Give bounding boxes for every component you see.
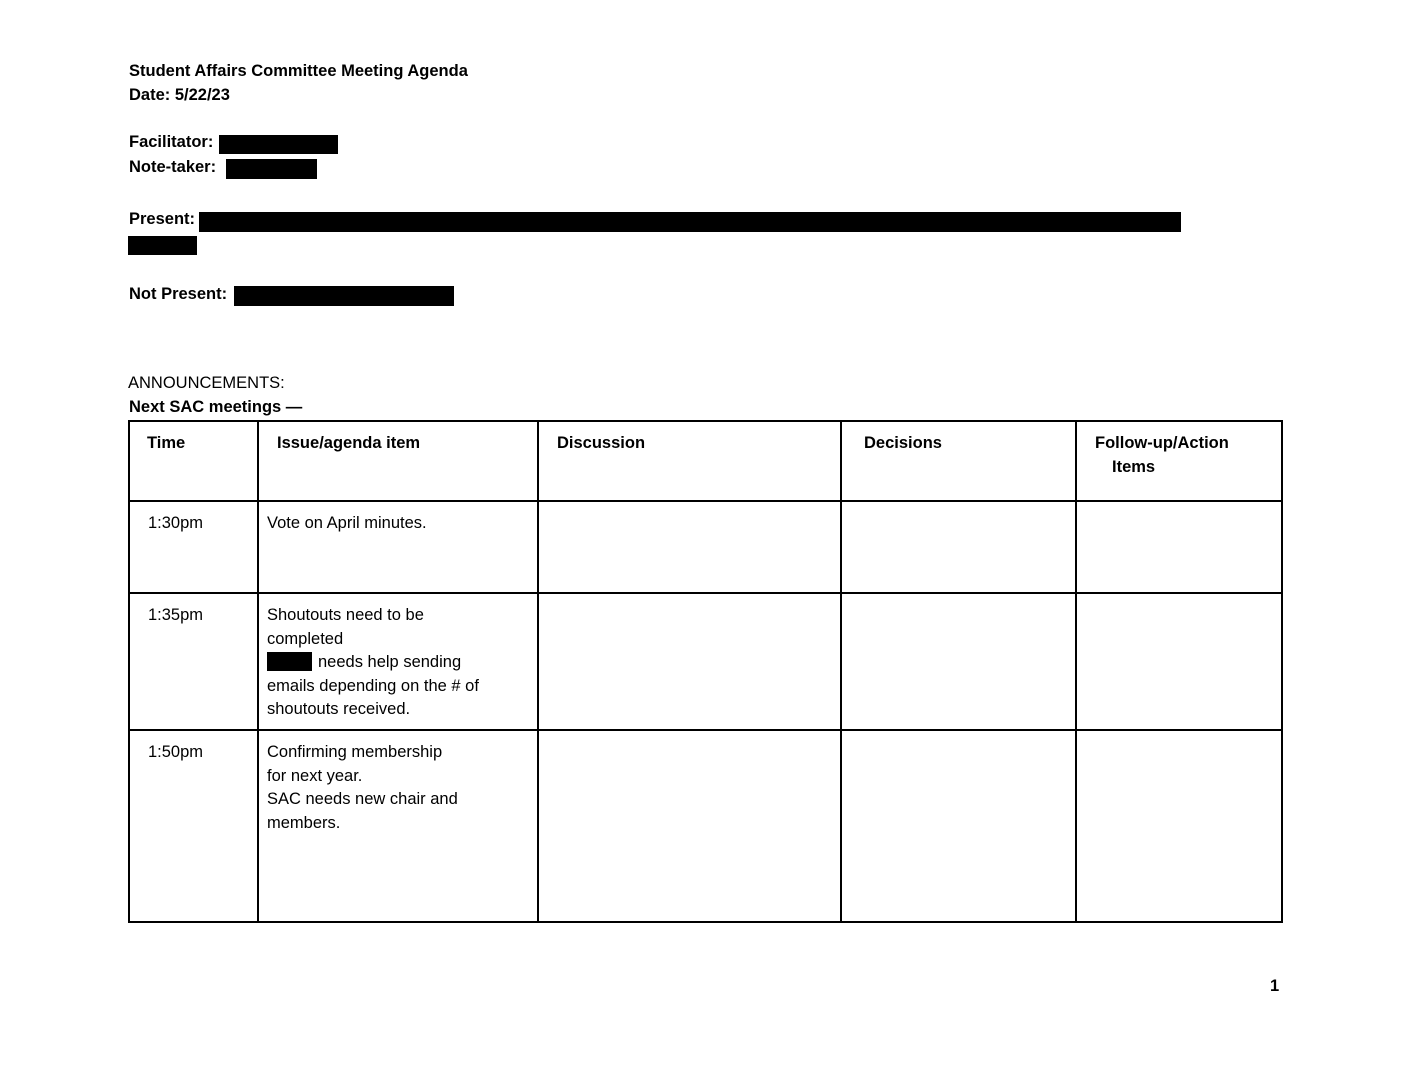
cell-time: 1:50pm	[129, 730, 258, 922]
facilitator-redaction	[219, 135, 338, 154]
column-header-discussion: Discussion	[538, 421, 841, 501]
cell-decisions	[841, 501, 1076, 593]
cell-follow-up	[1076, 593, 1282, 730]
table-header-row	[129, 421, 1282, 501]
agenda-table	[128, 420, 1283, 923]
not-present-redaction	[234, 286, 454, 306]
name-redaction	[267, 652, 312, 671]
notetaker-redaction	[226, 159, 317, 179]
next-meetings-label: Next SAC meetings —	[129, 398, 303, 416]
present-redaction-line-2	[128, 236, 197, 255]
cell-issue: Shoutouts need to be completed needs help sending emails depending on the # of shoutouts received.	[258, 593, 538, 730]
cell-discussion	[538, 593, 841, 730]
document-title: Student Affairs Committee Meeting Agenda	[129, 62, 468, 80]
cell-follow-up	[1076, 730, 1282, 922]
column-header-decisions: Decisions	[841, 421, 1076, 501]
announcements-heading: ANNOUNCEMENTS:	[128, 374, 285, 392]
cell-decisions	[841, 730, 1076, 922]
not-present-label: Not Present:	[129, 285, 228, 303]
column-header-follow-up: Follow-up/Action Items	[1076, 421, 1282, 501]
page-number: 1	[1270, 977, 1280, 995]
table-row	[129, 501, 1282, 593]
facilitator-label: Facilitator:	[129, 133, 214, 151]
cell-discussion	[538, 501, 841, 593]
meeting-date: Date: 5/22/23	[129, 86, 230, 104]
present-redaction-line-1	[199, 212, 1181, 232]
column-header-issue: Issue/agenda item	[258, 421, 538, 501]
column-header-time: Time	[129, 421, 258, 501]
table-row	[129, 730, 1282, 922]
cell-discussion	[538, 730, 841, 922]
notetaker-label: Note-taker:	[129, 158, 217, 176]
cell-decisions	[841, 593, 1076, 730]
cell-issue: Vote on April minutes.	[258, 501, 538, 593]
cell-time: 1:30pm	[129, 501, 258, 593]
cell-issue: Confirming membership for next year. SAC needs new chair and members.	[258, 730, 538, 922]
present-label: Present:	[129, 210, 196, 228]
cell-time: 1:35pm	[129, 593, 258, 730]
cell-follow-up	[1076, 501, 1282, 593]
table-row	[129, 593, 1282, 730]
